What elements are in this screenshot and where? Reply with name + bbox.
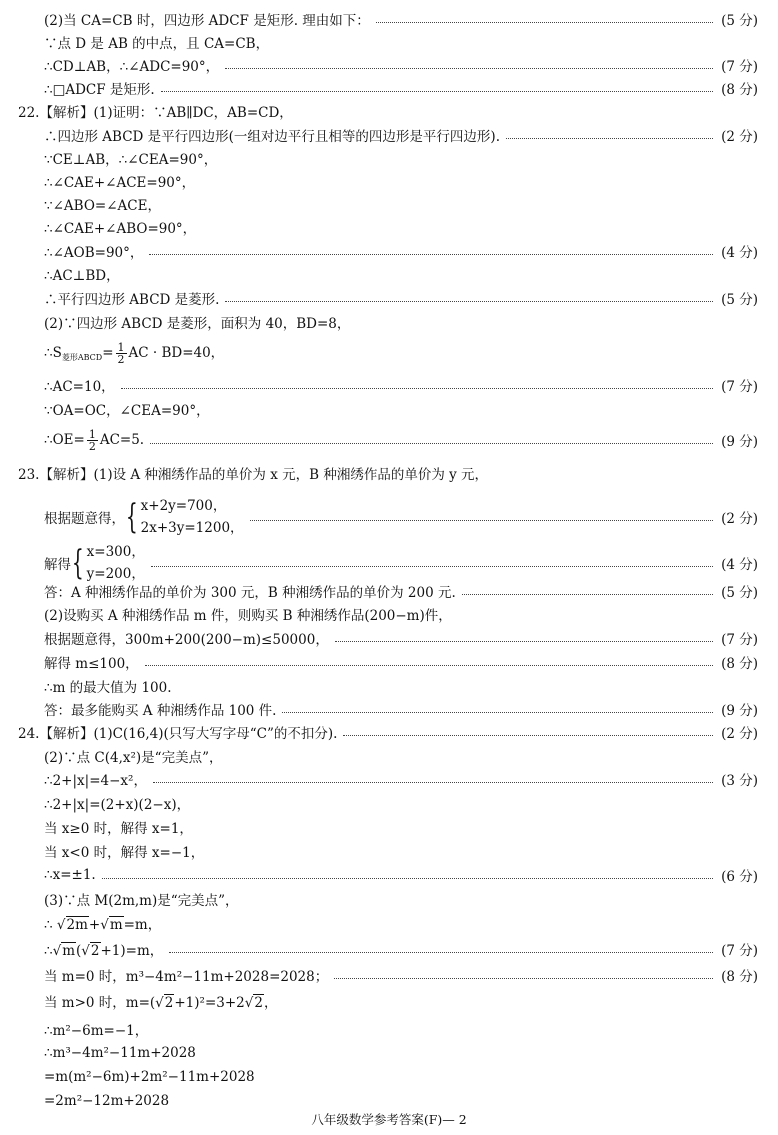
dot-leader — [225, 301, 713, 302]
formula-rest: =m， — [123, 917, 162, 933]
answer-line — [0, 77, 758, 99]
dot-leader — [282, 712, 713, 713]
equation: x+2y=700， — [140, 498, 227, 514]
formula-prefix: 当 m>0 时，m=( — [44, 995, 156, 1011]
dot-leader — [343, 735, 713, 736]
sqrt-equation — [44, 913, 161, 933]
answer-line — [0, 374, 758, 396]
fraction-denominator: 2 — [117, 353, 125, 366]
answer-line — [0, 768, 758, 790]
radical-sign: √ — [52, 943, 62, 959]
subscript: 菱形ABCD — [61, 353, 103, 362]
radicand: 2m — [66, 917, 88, 933]
answer-line — [0, 8, 758, 30]
answer-line — [0, 1042, 758, 1064]
dot-leader — [250, 520, 714, 521]
dot-leader — [334, 978, 713, 979]
answer-text: 解得 m≤100， — [44, 656, 139, 672]
answer-text: (3)∵点 M(2m,m)是“完美点”， — [44, 893, 239, 909]
radical-sign: √ — [155, 995, 164, 1011]
formula-prefix: ∴S — [44, 345, 62, 361]
dot-leader — [462, 594, 713, 595]
radicand: 2 — [90, 943, 100, 959]
score-label: (3 分) — [721, 773, 758, 789]
answer-line — [0, 675, 758, 697]
radical-sign: √ — [100, 917, 109, 933]
answer-text: ∴2+|x|=(2+x)(2−x)， — [44, 797, 191, 813]
answer-text: ∴∠CAE+∠ACE=90°， — [44, 175, 196, 191]
score-label: (5 分) — [721, 13, 758, 29]
q23-title-line — [0, 462, 758, 484]
formula-prefix: ∴ — [44, 917, 57, 933]
dot-leader — [376, 22, 713, 23]
equation-system — [87, 541, 145, 585]
formula-prefix: ∴OE= — [44, 431, 85, 448]
answer-line — [0, 1090, 758, 1112]
dot-leader — [151, 566, 713, 567]
dot-leader — [150, 443, 713, 444]
answer-text: ∴四边形 ABCD 是平行四边形(一组对边平行且相等的四边形是平行四边形). — [44, 129, 500, 145]
answer-line — [0, 147, 758, 169]
score-label: (7 分) — [721, 943, 758, 959]
radicand: m — [109, 917, 123, 933]
system-label: 根据题意得， — [44, 511, 125, 527]
dot-leader — [102, 878, 713, 879]
answer-line — [0, 698, 758, 720]
answer-line — [0, 745, 758, 767]
fraction-denominator: 2 — [88, 439, 96, 453]
formula-rest: +1)=m， — [100, 943, 164, 959]
dot-leader — [161, 91, 713, 92]
answer-text: ∵∠ABO=∠ACE， — [44, 198, 161, 214]
formula-rest: AC=5. — [99, 431, 145, 448]
area-formula — [44, 341, 224, 365]
answer-text: 当 x≥0 时，解得 x=1， — [44, 821, 193, 837]
answer-text: (2)设购买 A 种湘绣作品 m 件，则购买 B 种湘绣作品(200−m)件， — [44, 608, 452, 624]
answer-line — [0, 964, 758, 986]
answer-line — [0, 193, 758, 215]
score-label: (2 分) — [721, 129, 758, 145]
answer-line — [0, 124, 758, 146]
sqrt-term — [245, 994, 264, 1011]
system-label: 解得 — [44, 557, 71, 573]
answer-text: ∴平行四边形 ABCD 是菱形. — [44, 292, 220, 308]
equation: 2x+3y=1200， — [140, 520, 244, 536]
answer-line — [0, 216, 758, 238]
answer-line — [0, 31, 758, 53]
answer-line — [0, 580, 758, 602]
dot-leader — [145, 665, 713, 666]
equation: x=300， — [86, 544, 145, 560]
fraction-numerator: 1 — [117, 341, 125, 354]
answer-line — [0, 398, 758, 420]
sqrt-term — [100, 916, 123, 933]
formula-prefix: ∴ — [44, 943, 53, 959]
answer-text: ∴2+|x|=4−x²， — [44, 773, 147, 789]
answer-text: 根据题意得，300m+200(200−m)≤50000， — [44, 632, 329, 648]
answer-line — [0, 888, 758, 910]
answer-line — [0, 1018, 758, 1040]
answer-text: ∴m 的最大值为 100. — [44, 680, 172, 696]
score-label: (9 分) — [721, 434, 758, 450]
answer-text: ∵CE⊥AB，∴∠CEA=90°， — [44, 152, 218, 168]
answer-text: 答：最多能购买 A 种湘绣作品 100 件. — [44, 703, 277, 719]
area-formula-line — [0, 342, 758, 364]
score-label: (7 分) — [721, 379, 758, 395]
answer-line — [0, 287, 758, 309]
plus-sign: + — [88, 917, 101, 933]
answer-line — [0, 627, 758, 649]
sqrt-term — [155, 994, 174, 1011]
oe-formula — [44, 429, 144, 452]
answer-text: 24.【解析】(1)C(16,4)(只写大写字母“C”的不扣分). — [18, 726, 338, 742]
answer-line — [0, 100, 758, 122]
score-label: (4 分) — [721, 557, 758, 573]
sqrt-equation-line — [0, 938, 758, 960]
answer-line — [0, 603, 758, 625]
formula-rest: +1)²=3+2 — [174, 995, 245, 1011]
answer-line — [0, 54, 758, 76]
score-label: (5 分) — [721, 585, 758, 601]
radicand: 2 — [254, 995, 263, 1011]
sqrt-equation — [44, 991, 277, 1011]
dot-leader — [169, 952, 713, 953]
answer-text: ∴m²−6m=−1， — [44, 1023, 149, 1039]
answer-line — [0, 263, 758, 285]
answer-text: 22.【解析】(1)证明：∵AB∥DC，AB=CD， — [18, 105, 293, 121]
radicand: 2 — [164, 995, 174, 1011]
score-label: (4 分) — [721, 245, 758, 261]
formula-rest: AC · BD=40， — [128, 345, 225, 361]
dot-leader — [506, 138, 713, 139]
paren: ( — [76, 943, 82, 959]
q23-system-line — [0, 494, 758, 540]
radicand: m — [62, 943, 76, 959]
radical-sign: √ — [81, 943, 90, 959]
answer-text: =m(m²−6m)+2m²−11m+2028 — [44, 1069, 255, 1085]
answer-text: =2m²−12m+2028 — [44, 1093, 170, 1109]
answer-text: ∴CD⊥AB，∴∠ADC=90°， — [44, 59, 220, 75]
score-label: (8 分) — [721, 656, 758, 672]
score-label: (8 分) — [721, 969, 758, 985]
answer-text: ∴AC⊥BD， — [44, 268, 120, 284]
answer-text: ∴x=±1. — [44, 867, 96, 883]
equation: y=200， — [86, 566, 145, 582]
score-label: (6 分) — [721, 869, 758, 885]
sqrt-equation-line — [0, 990, 758, 1012]
score-label: (7 分) — [721, 632, 758, 648]
answer-line — [0, 240, 758, 262]
equals-sign: = — [102, 345, 114, 361]
score-label: (7 分) — [721, 59, 758, 75]
sqrt-term — [53, 942, 76, 959]
oe-formula-line — [0, 429, 758, 451]
sqrt-term — [57, 916, 89, 933]
answer-line — [0, 721, 758, 743]
answer-text: ∵OA=OC，∠CEA=90°， — [44, 403, 210, 419]
score-label: (2 分) — [721, 726, 758, 742]
answer-text: 当 x<0 时，解得 x=−1， — [44, 845, 205, 861]
fraction-numerator: 1 — [88, 427, 96, 441]
radical-sign: √ — [56, 917, 66, 933]
answer-line — [0, 1066, 758, 1088]
dot-leader — [335, 641, 713, 642]
answer-text: (2)∵四边形 ABCD 是菱形，面积为 40，BD=8， — [44, 316, 351, 332]
dot-leader — [121, 388, 713, 389]
q23-system-line-content — [44, 495, 244, 539]
formula-end: ， — [263, 995, 278, 1011]
answer-line — [0, 864, 758, 886]
radical-sign: √ — [244, 995, 254, 1011]
score-label: (9 分) — [721, 703, 758, 719]
answer-line — [0, 840, 758, 862]
brace-symbol: { — [71, 543, 84, 583]
sqrt-term — [81, 942, 100, 959]
dot-leader — [149, 254, 713, 255]
answer-line — [0, 170, 758, 192]
sqrt-equation-line — [0, 912, 758, 934]
answer-line — [0, 816, 758, 838]
q23-solution-line-content — [44, 541, 145, 585]
brace-symbol: { — [125, 497, 138, 537]
page-footer: 八年级数学参考答案(F)— 2 — [311, 1112, 467, 1127]
answer-text: (2)当 CA=CB 时，四边形 ADCF 是矩形. 理由如下： — [44, 13, 370, 29]
answer-text: ∴AC=10， — [44, 379, 115, 395]
answer-text: ∴m³−4m²−11m+2028 — [44, 1045, 196, 1061]
dot-leader — [153, 782, 713, 783]
answer-text: (2)∵点 C(4,x²)是“完美点”， — [44, 750, 223, 766]
answer-text: ∴∠AOB=90°， — [44, 245, 144, 261]
equation-system — [141, 495, 244, 539]
sqrt-equation — [44, 939, 163, 959]
dot-leader — [225, 68, 713, 69]
answer-line — [0, 792, 758, 814]
answer-text: 当 m=0 时，m³−4m²−11m+2028=2028； — [44, 969, 329, 985]
fraction — [116, 342, 127, 365]
q23-title: 23.【解析】(1)设 A 种湘绣作品的单价为 x 元，B 种湘绣作品的单价为 y 元， — [18, 467, 489, 483]
answer-line — [0, 311, 758, 333]
score-label: (8 分) — [721, 82, 758, 98]
answer-text: ∴□ADCF 是矩形. — [44, 82, 155, 98]
fraction — [87, 429, 98, 452]
answer-text: ∴∠CAE+∠ABO=90°， — [44, 221, 197, 237]
answer-text: ∵点 D 是 AB 的中点，且 CA=CB， — [44, 36, 270, 52]
answer-line — [0, 651, 758, 673]
score-label: (2 分) — [721, 511, 758, 527]
answer-text: 答：A 种湘绣作品的单价为 300 元，B 种湘绣作品的单价为 200 元. — [44, 585, 456, 601]
score-label: (5 分) — [721, 292, 758, 308]
